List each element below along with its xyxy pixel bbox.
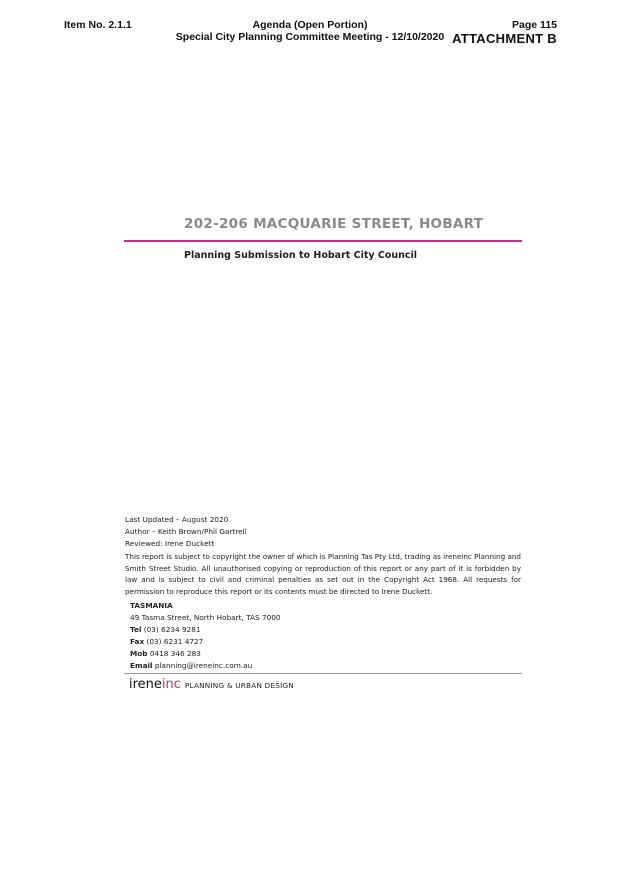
contact-mob: [130, 649, 201, 658]
authors: Author – Keith Brown/Phil Gartrell: [125, 527, 247, 536]
title-divider: [124, 240, 522, 242]
mob-label: Mob: [130, 649, 148, 658]
page-number: Page 115: [512, 19, 557, 31]
contact-tel: [130, 625, 201, 634]
fax-value: (03) 6231 4727: [146, 637, 204, 646]
fax-label: Fax: [130, 637, 145, 646]
company-logo: [129, 677, 294, 692]
mob-value: 0418 346 283: [149, 649, 201, 658]
agenda-line-1: Agenda (Open Portion): [252, 19, 368, 31]
contact-fax: [130, 637, 203, 646]
logo-irene: irene: [129, 677, 162, 692]
attachment-label: ATTACHMENT B: [452, 31, 557, 46]
agenda-line-2: Special City Planning Committee Meeting - 12/10/2020: [175, 31, 445, 43]
tel-label: Tel: [130, 625, 142, 634]
email-value[interactable]: planning@ireneinc.com.au: [154, 661, 253, 670]
contact-address: 49 Tasma Street, North Hobart, TAS 7000: [130, 613, 281, 622]
copyright-notice: This report is subject to copyright the owner of which is Planning Tas Pty Ltd, trading as ireneinc Planning and Smith Street Studio. All unauthorised copying or reproduction of this report or any part of it is forbidden by law and is subject to civil and criminal penalties as set out in the Copyright Act 1968. All requests for permission to reproduce this report or its contents must be directed to Irene Duckett.: [125, 552, 521, 596]
document-title: 202-206 MACQUARIE STREET, HOBART: [184, 216, 484, 232]
email-label: Email: [130, 661, 153, 670]
tel-value: (03) 6234 9281: [143, 625, 201, 634]
logo-tagline: PLANNING & URBAN DESIGN: [184, 681, 294, 690]
logo-inc: inc: [161, 677, 181, 692]
item-number: Item No. 2.1.1: [64, 19, 132, 31]
footer-divider: [124, 673, 522, 674]
reviewed-by: Reviewed: Irene Duckett: [125, 539, 215, 548]
agenda-heading: [150, 19, 470, 43]
document-subtitle: Planning Submission to Hobart City Council: [184, 250, 418, 261]
contact-email: [130, 661, 252, 670]
contact-region: TASMANIA: [130, 601, 173, 610]
last-updated: Last Updated – August 2020: [125, 515, 229, 524]
